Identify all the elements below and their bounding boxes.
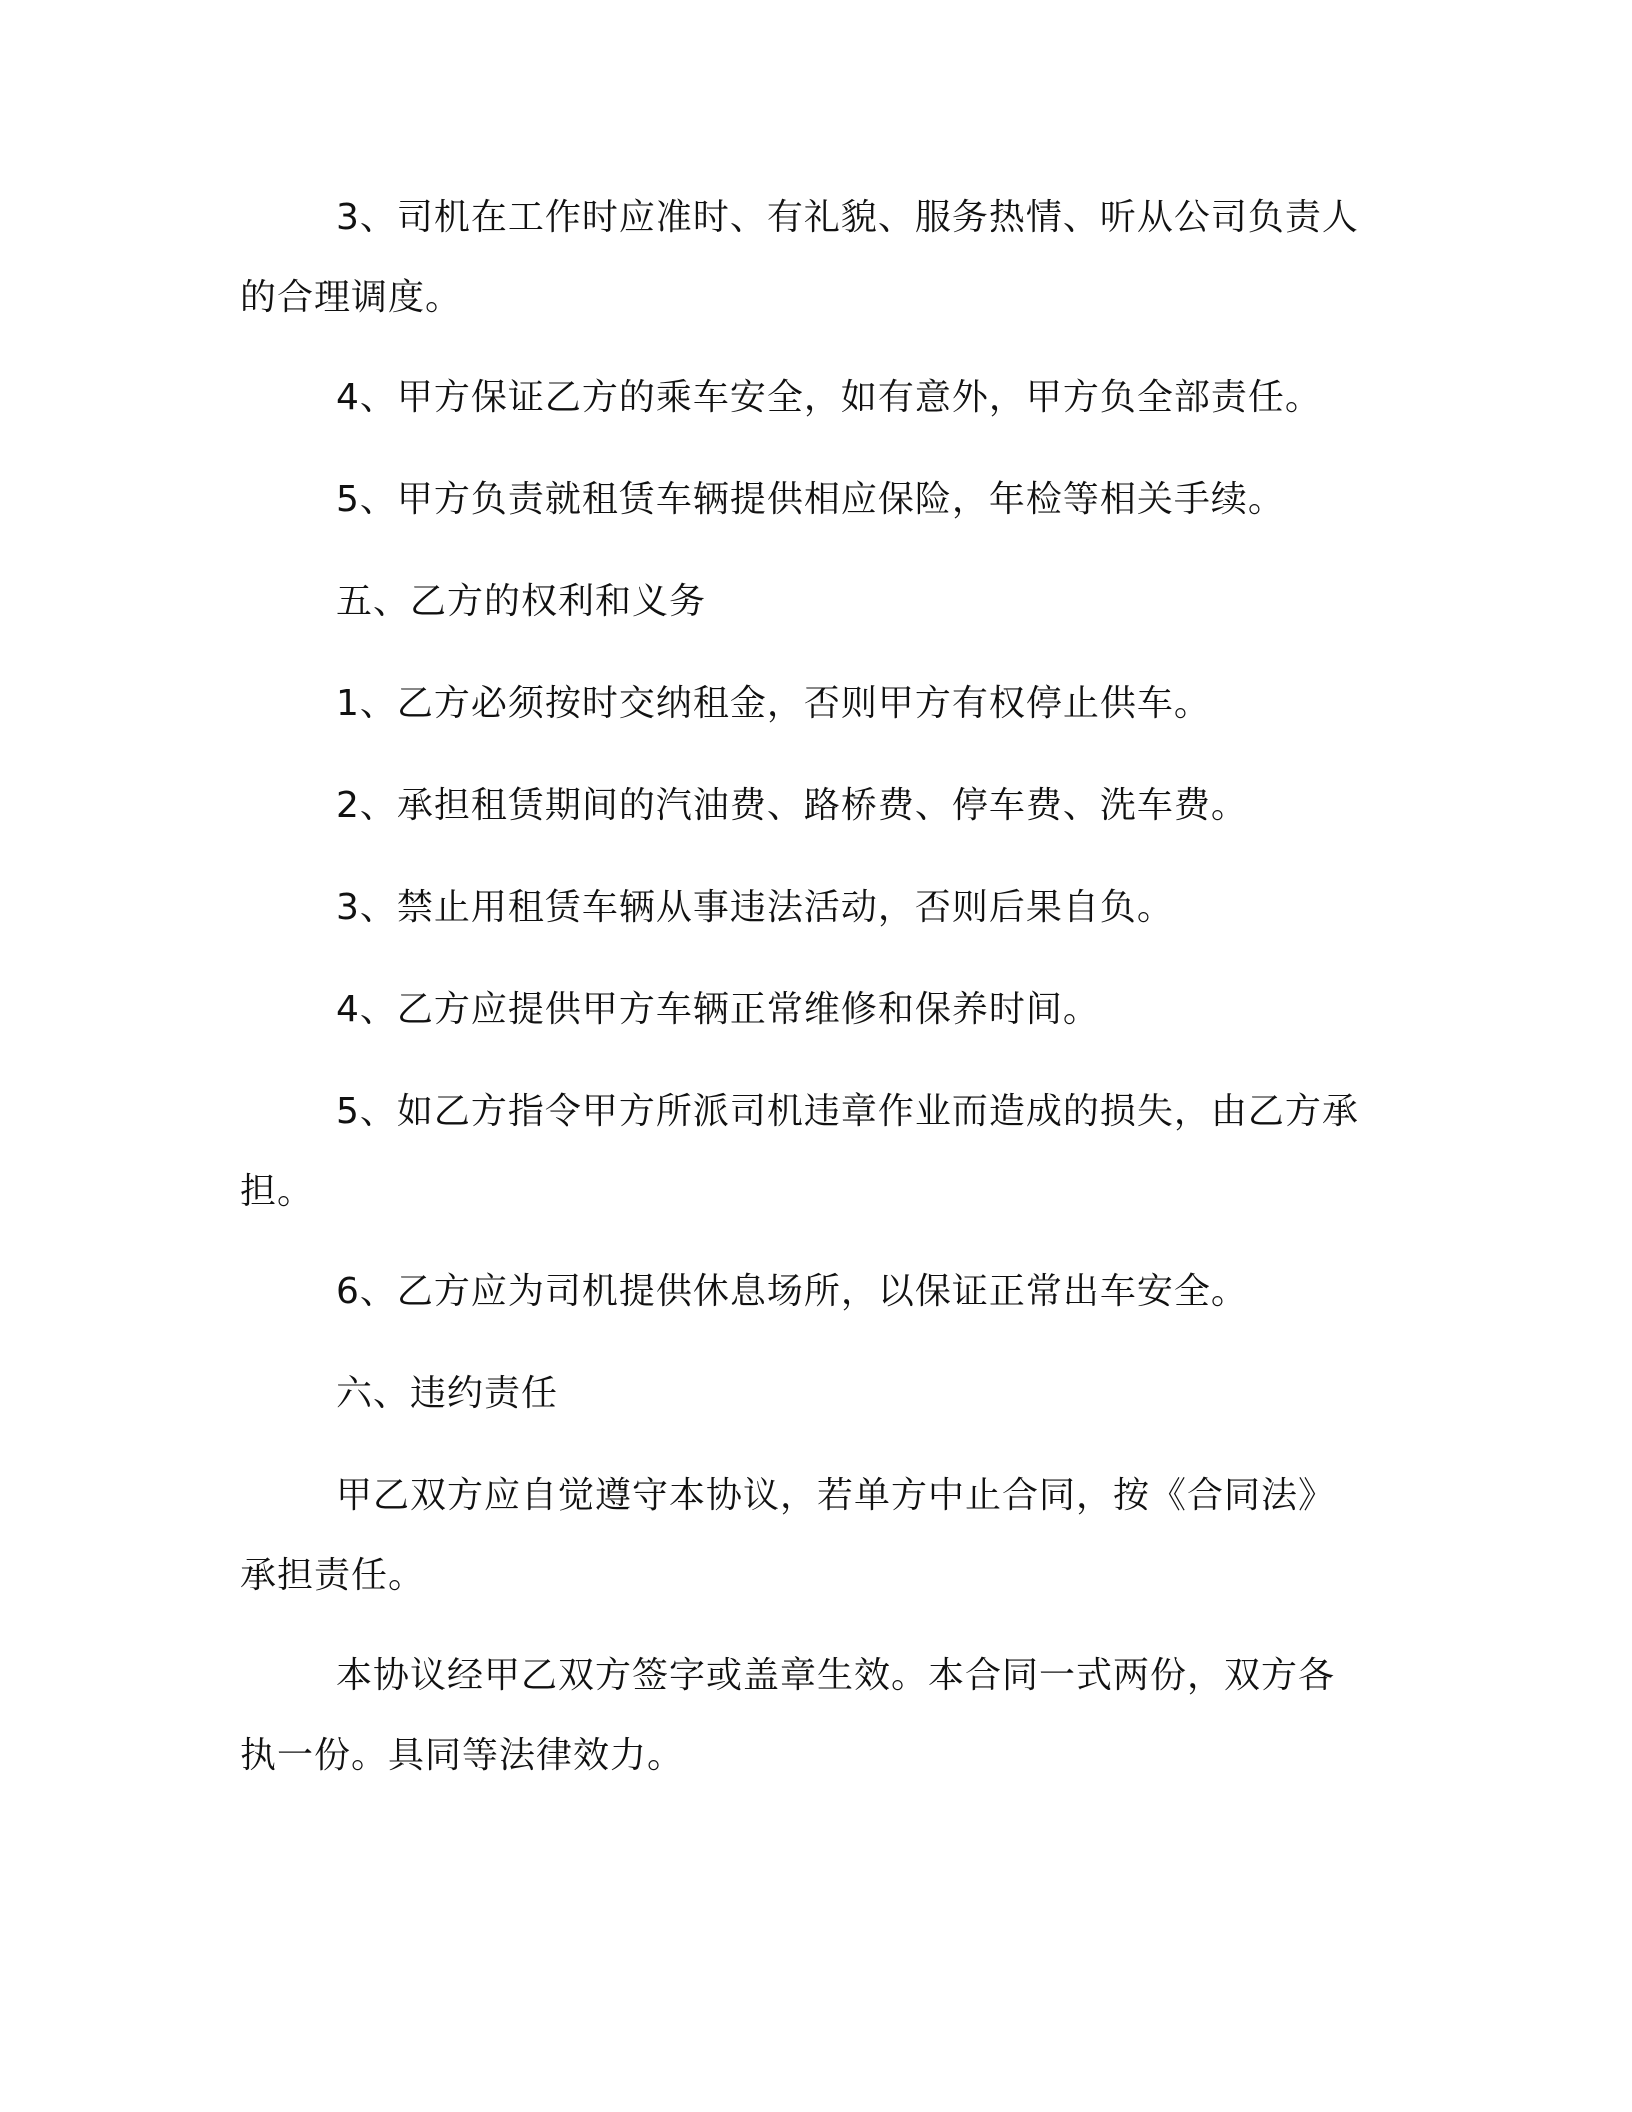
paragraph-driver-conduct: 3、司机在工作时应准时、有礼貌、服务热情、听从公司负责人的合理调度。 [240,197,1359,318]
paragraph-party-a-safety: 4、甲方保证乙方的乘车安全，如有意外，甲方负全部责任。 [336,377,1322,418]
paragraph-party-b-violation-loss: 5、如乙方指令甲方所派司机违章作业而造成的损失，由乙方承担。 [240,1091,1359,1212]
paragraph-party-b-prohibition: 3、禁止用租赁车辆从事违法活动，否则后果自负。 [336,887,1174,928]
paragraph-party-b-rest-area: 6、乙方应为司机提供休息场所，以保证正常出车安全。 [336,1271,1248,1312]
paragraph-party-b-maintenance: 4、乙方应提供甲方车辆正常维修和保养时间。 [336,989,1100,1030]
section-heading-party-b-rights: 五、乙方的权利和义务 [336,581,707,622]
paragraph-effectiveness: 本协议经甲乙双方签字或盖章生效。本合同一式两份，双方各执一份。具同等法律效力。 [240,1655,1336,1776]
paragraph-breach-terms: 甲乙双方应自觉遵守本协议，若单方中止合同，按《合同法》承担责任。 [240,1475,1336,1596]
paragraph-party-b-rent: 1、乙方必须按时交纳租金，否则甲方有权停止供车。 [336,683,1211,724]
paragraph-party-b-fees: 2、承担租赁期间的汽油费、路桥费、停车费、洗车费。 [336,785,1248,826]
section-heading-breach-liability: 六、违约责任 [336,1373,559,1414]
paragraph-party-a-insurance: 5、甲方负责就租赁车辆提供相应保险，年检等相关手续。 [336,479,1285,520]
